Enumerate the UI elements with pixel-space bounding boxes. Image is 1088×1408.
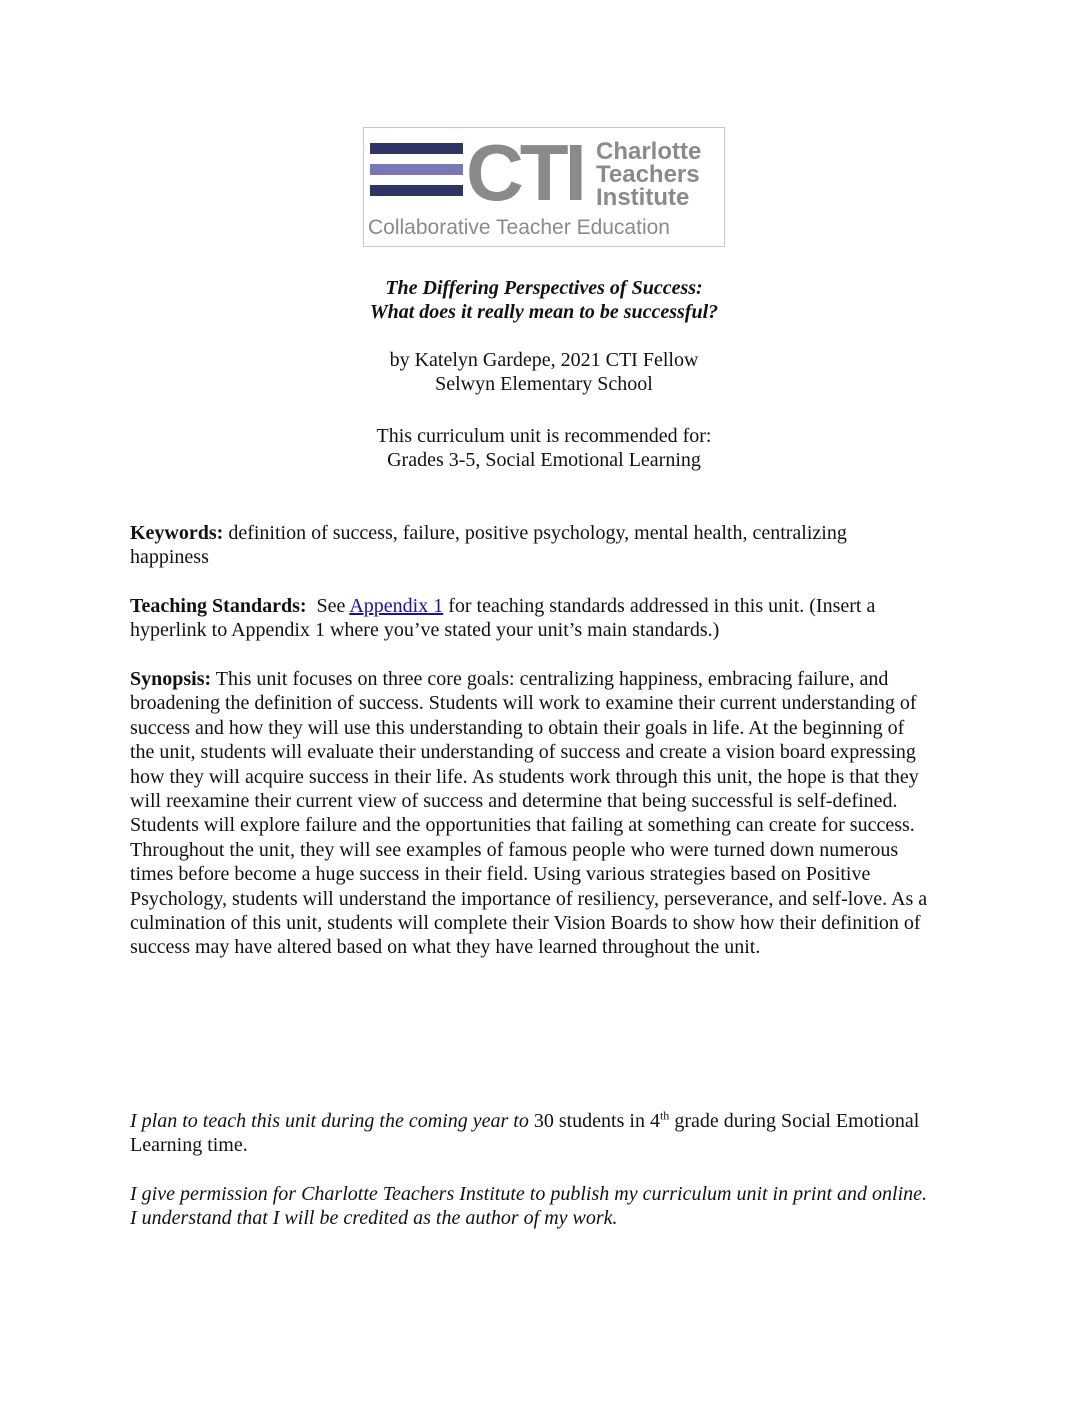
logo-tagline: Collaborative Teacher Education [368, 216, 670, 239]
byline [0, 348, 1088, 396]
synopsis-paragraph [130, 667, 930, 960]
plan-paragraph: I plan to teach this unit during the coming year to 30 students in 4th grade during Social Emotional Learning time. [130, 1108, 920, 1157]
logo-acronym: CTI [466, 128, 583, 217]
standards-label: Teaching Standards: [130, 595, 307, 617]
recommendation [0, 424, 1088, 472]
plan-italic: I plan to teach this unit during the coming year to [130, 1110, 529, 1132]
logo-stripe [370, 143, 463, 154]
keywords-text: definition of success, failure, positive psychology, mental health, centralizing happiness [130, 522, 847, 569]
ordinal-suffix: th [659, 1108, 670, 1123]
school-line: Selwyn Elementary School [435, 373, 653, 395]
title-line: The Differing Perspectives of Success: [385, 277, 703, 299]
keywords-paragraph [130, 521, 930, 570]
logo-org-name: Charlotte Teachers Institute [596, 138, 702, 211]
synopsis-text: This unit focuses on three core goals: centralizing happiness, embracing failure, and broadening the definition of success. Students will work to examine their current understanding of success and how they will use this understanding to obtain their goals in life. At the beginning of the unit, students will evaluate their understanding of success and create a vision board expressing how they will acquire success in their life. As students work through this unit, the hope is that they will reexamine their current view of success and determine that being successful is self-defined. Students will explore failure and the opportunities that failing at something can create for success. Throughout the unit, they will see examples of famous people who were turned down numerous times before become a huge success in their field. Using various strategies based on Positive Psychology, students will understand the importance of resiliency, perseverance, and self-love. As a culmination of this unit, students will complete their Vision Boards to show how their definition of success may have altered based on what they have learned throughout the unit. [130, 668, 928, 959]
synopsis-label: Synopsis: [130, 668, 212, 690]
keywords-label: Keywords: [130, 522, 224, 544]
subtitle-line: What does it really mean to be successful? [369, 301, 719, 323]
appendix-1-link[interactable]: Appendix 1 [349, 595, 444, 617]
standards-text: for teaching standards addressed in this unit. (Insert a hyperlink to Appendix 1 where you’ve stated your unit’s main standards.) [130, 595, 876, 642]
recommendation-grades: Grades 3-5, Social Emotional Learning [387, 449, 701, 471]
cti-logo [363, 127, 725, 247]
unit-title [0, 276, 1088, 324]
recommendation-intro: This curriculum unit is recommended for: [376, 425, 712, 447]
teaching-standards-paragraph: Teaching Standards: See Appendix 1 for teaching standards addressed in this unit. (Insert a hyperlink to Appendix 1 where you’ve stated your unit’s main standards.) [130, 595, 876, 642]
author-line: by Katelyn Gardepe, 2021 CTI Fellow [389, 349, 699, 371]
logo-stripe [370, 185, 463, 196]
logo-stripe [370, 164, 463, 175]
permission-paragraph: I give permission for Charlotte Teachers Institute to publish my curriculum unit in print and online. I understand that I will be credited as the author of my work. [130, 1183, 928, 1230]
